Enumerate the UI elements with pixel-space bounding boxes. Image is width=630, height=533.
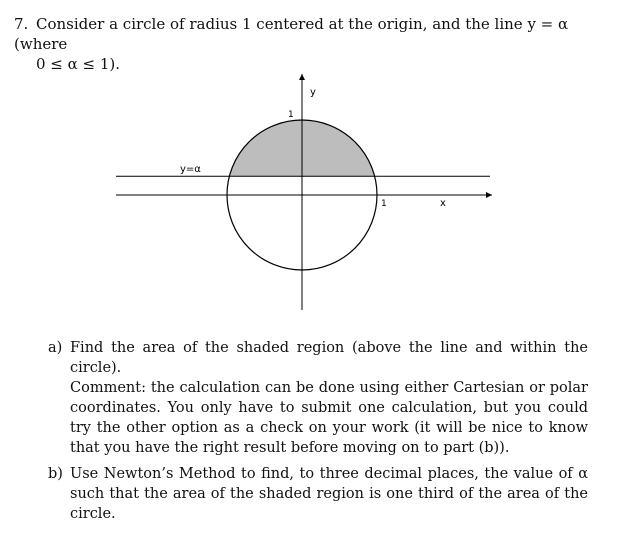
x-tick-label: 1 — [381, 199, 387, 209]
problem-number: 7. — [14, 15, 29, 33]
part-b — [48, 464, 588, 524]
part-a-label: a) — [48, 340, 63, 356]
y-tick-label: 1 — [288, 110, 294, 120]
y-axis-label: y — [310, 87, 316, 98]
line-label: y=α — [180, 164, 201, 175]
x-axis-arrow — [486, 192, 492, 198]
part-a-question: Find the area of the shaded region (above the line and within the circle). — [70, 340, 588, 376]
problem-text-line1: Consider a circle of radius 1 centered at the origin, and the line y = α (where — [14, 15, 569, 53]
part-a — [48, 338, 588, 458]
problem-text-line2: 0 ≤ α ≤ 1). — [36, 55, 121, 73]
y-axis-arrow — [299, 74, 305, 80]
part-b-label: b) — [48, 466, 63, 482]
problem-parts — [48, 338, 588, 530]
part-b-question: Use Newton’s Method to find, to three decimal places, the value of α such that the area of the shaded region is one third of the area of the circle. — [70, 466, 588, 522]
x-axis-label: x — [440, 198, 446, 209]
part-a-comment: Comment: the calculation can be done using either Cartesian or polar coordinates. You only have to submit one calculation, but you could try the other option as a check on your work (it will be nice to know that you have the right result before moving on to part (b)). — [70, 380, 588, 456]
